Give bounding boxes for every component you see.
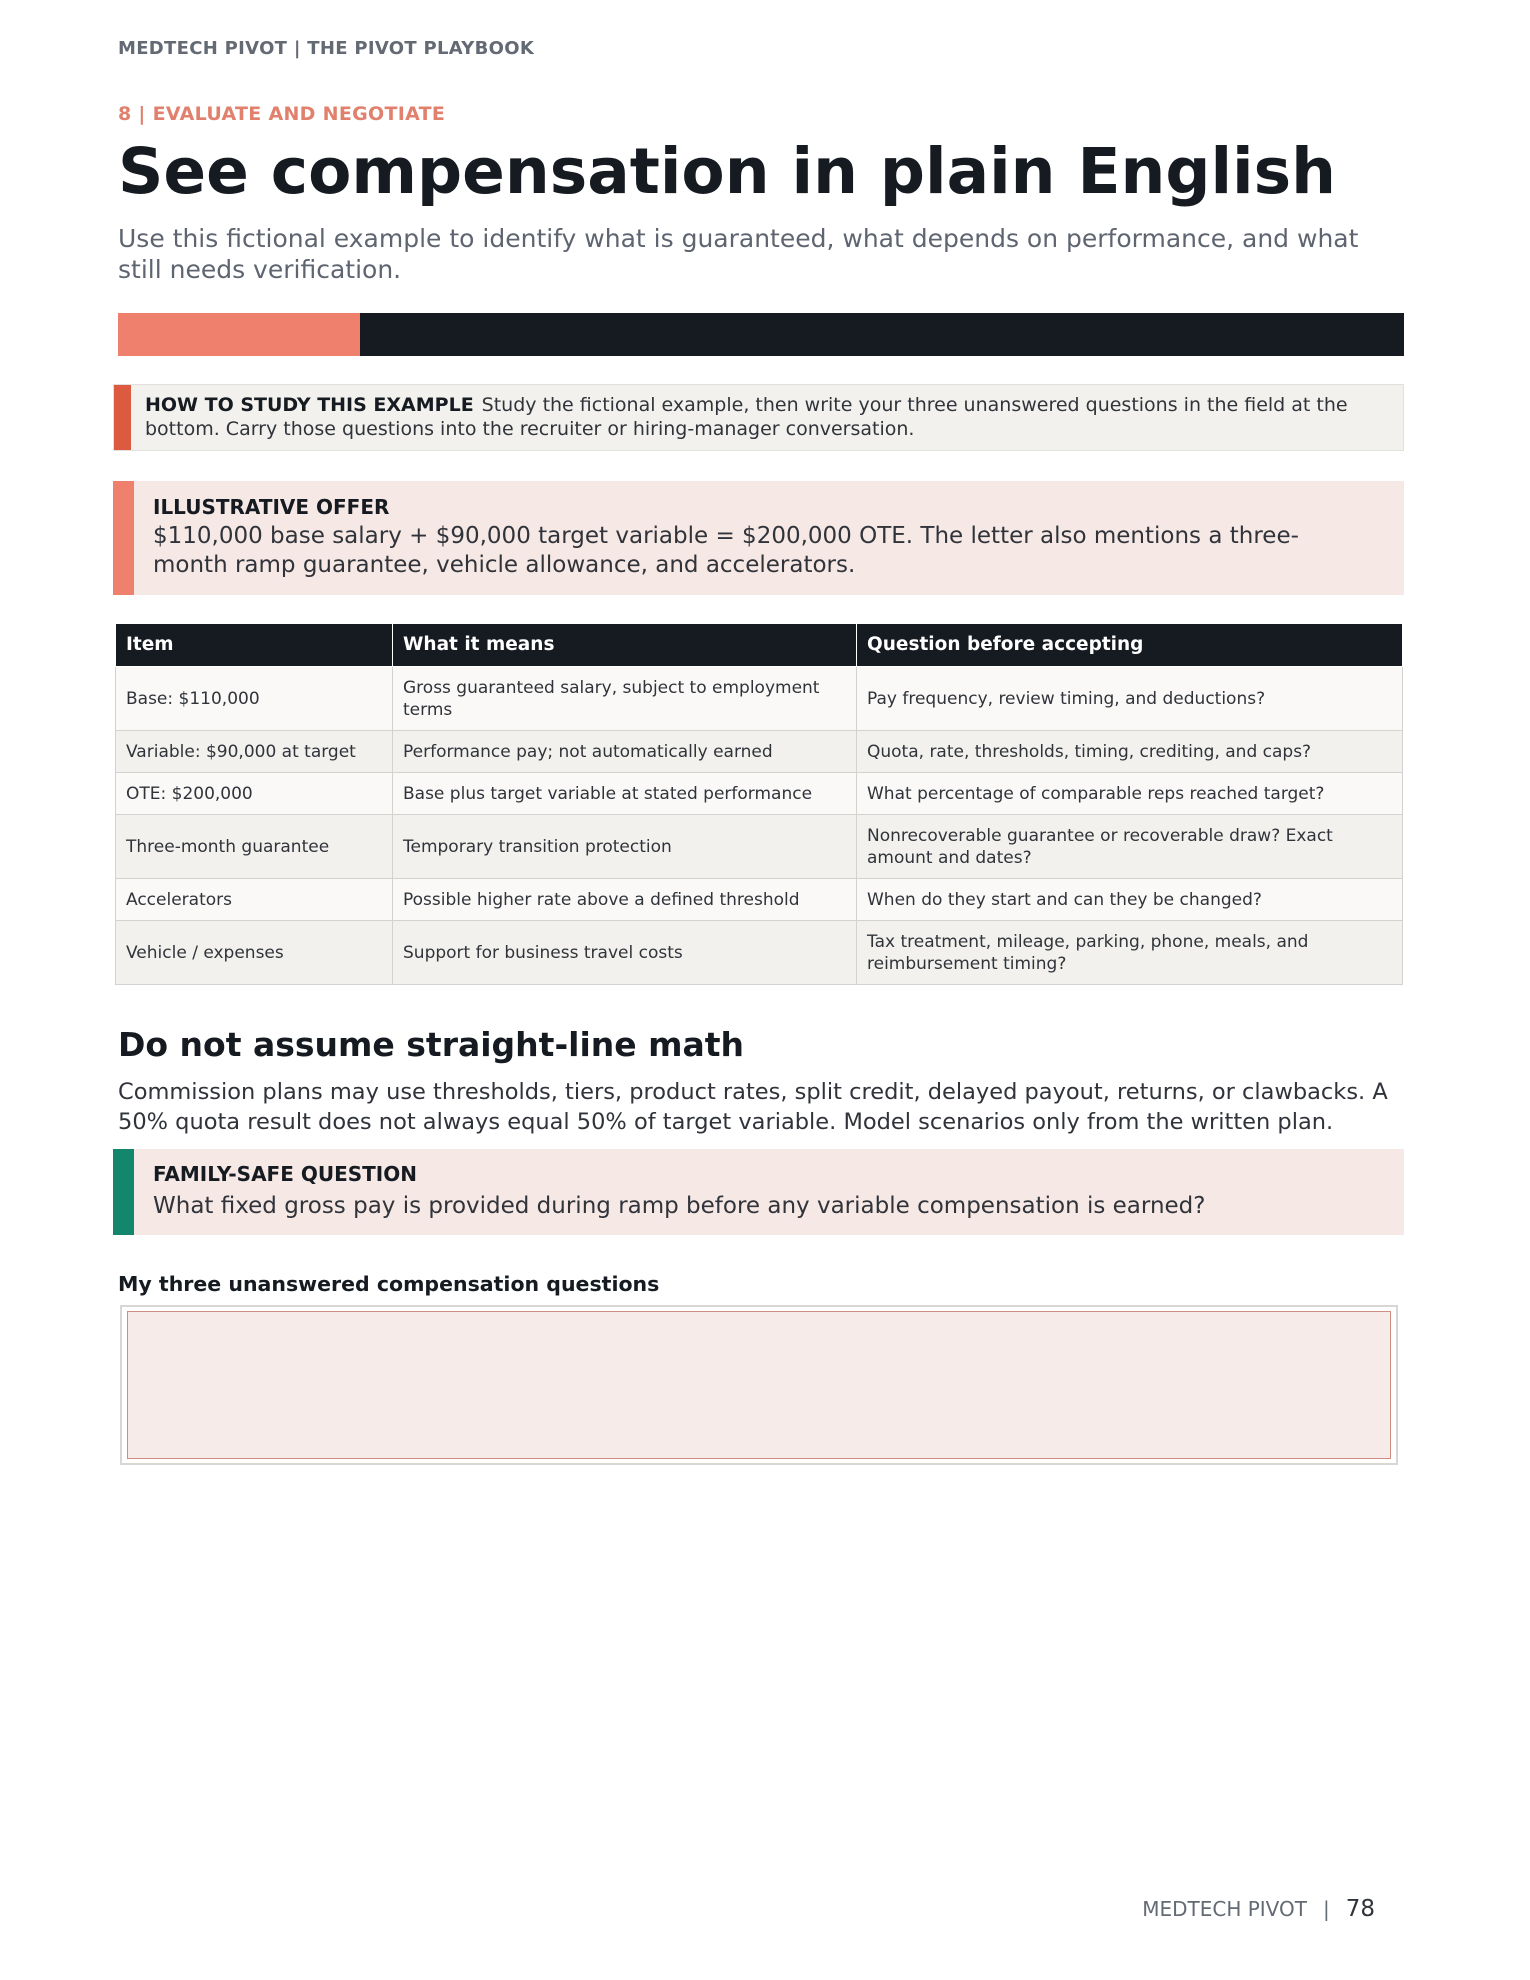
compensation-table xyxy=(115,623,1403,985)
family-accent-bar xyxy=(113,1149,134,1235)
family-safe-question-callout xyxy=(113,1149,1404,1235)
family-question-label: FAMILY-SAFE QUESTION xyxy=(153,1162,417,1186)
questions-input[interactable] xyxy=(127,1311,1391,1459)
chapter-kicker: 8 | EVALUATE AND NEGOTIATE xyxy=(118,103,446,125)
table-row xyxy=(116,731,1403,773)
table-cell-question: Quota, rate, thresholds, timing, crediting, and caps? xyxy=(857,731,1403,773)
offer-label: ILLUSTRATIVE OFFER xyxy=(153,495,390,519)
table-row xyxy=(116,921,1403,985)
questions-field-label: My three unanswered compensation questions xyxy=(118,1272,660,1296)
family-question-text: What fixed gross pay is provided during ramp before any variable compensation is earned? xyxy=(153,1193,1206,1219)
footer-separator: | xyxy=(1322,1897,1330,1921)
table-cell-question: What percentage of comparable reps reached target? xyxy=(857,773,1403,815)
table-cell-item: Variable: $90,000 at target xyxy=(116,731,393,773)
table-header-meaning: What it means xyxy=(393,624,857,667)
table-cell-item: Base: $110,000 xyxy=(116,667,393,731)
table-header-question: Question before accepting xyxy=(857,624,1403,667)
table-cell-question: Tax treatment, mileage, parking, phone, meals, and reimbursement timing? xyxy=(857,921,1403,985)
table-row xyxy=(116,879,1403,921)
table-cell-item: Three-month guarantee xyxy=(116,815,393,879)
table-cell-question: Nonrecoverable guarantee or recoverable draw? Exact amount and dates? xyxy=(857,815,1403,879)
table-cell-item: Vehicle / expenses xyxy=(116,921,393,985)
table-cell-item: Accelerators xyxy=(116,879,393,921)
illustrative-offer-callout xyxy=(113,481,1404,595)
table-cell-meaning: Possible higher rate above a defined threshold xyxy=(393,879,857,921)
section-heading: Do not assume straight-line math xyxy=(118,1025,745,1064)
table-cell-meaning: Temporary transition protection xyxy=(393,815,857,879)
progress-bar xyxy=(118,313,1404,356)
table-cell-question: Pay frequency, review timing, and deductions? xyxy=(857,667,1403,731)
footer-brand: MEDTECH PIVOT xyxy=(1142,1897,1307,1921)
page-footer xyxy=(1142,1896,1375,1922)
table-cell-item: OTE: $200,000 xyxy=(116,773,393,815)
how-to-text-block xyxy=(145,393,1395,441)
offer-text: $110,000 base salary + $90,000 target variable = $200,000 OTE. The letter also mentions a three-month ramp guarantee, vehicle allowance, and accelerators. xyxy=(153,523,1299,578)
table-cell-question: When do they start and can they be changed? xyxy=(857,879,1403,921)
progress-bar-fill xyxy=(118,313,360,356)
how-to-accent-bar xyxy=(114,385,131,450)
page-title: See compensation in plain English xyxy=(118,135,1336,208)
table-cell-meaning: Base plus target variable at stated performance xyxy=(393,773,857,815)
page-number: 78 xyxy=(1345,1896,1375,1922)
table-row xyxy=(116,773,1403,815)
page-subtitle: Use this fictional example to identify what is guaranteed, what depends on performance, and what still needs verification. xyxy=(118,224,1359,284)
how-to-text: Study the fictional example, then write your three unanswered questions in the field at the bottom. Carry those questions into the recruiter or hiring-manager conversation. xyxy=(145,394,1348,440)
table-cell-meaning: Performance pay; not automatically earned xyxy=(393,731,857,773)
table-row xyxy=(116,815,1403,879)
table-cell-meaning: Gross guaranteed salary, subject to employment terms xyxy=(393,667,857,731)
table-header-row xyxy=(116,624,1403,667)
how-to-study-box xyxy=(113,384,1404,451)
questions-field-frame xyxy=(120,1305,1398,1465)
section-body: Commission plans may use thresholds, tiers, product rates, split credit, delayed payout, returns, or clawbacks. A 50% quota result does not always equal 50% of target variable. Model scenarios only from the written plan. xyxy=(118,1079,1388,1135)
offer-accent-bar xyxy=(113,481,134,595)
running-head: MEDTECH PIVOT | THE PIVOT PLAYBOOK xyxy=(118,38,535,59)
table-header-item: Item xyxy=(116,624,393,667)
how-to-label: HOW TO STUDY THIS EXAMPLE xyxy=(145,394,474,416)
table-cell-meaning: Support for business travel costs xyxy=(393,921,857,985)
table-row xyxy=(116,667,1403,731)
